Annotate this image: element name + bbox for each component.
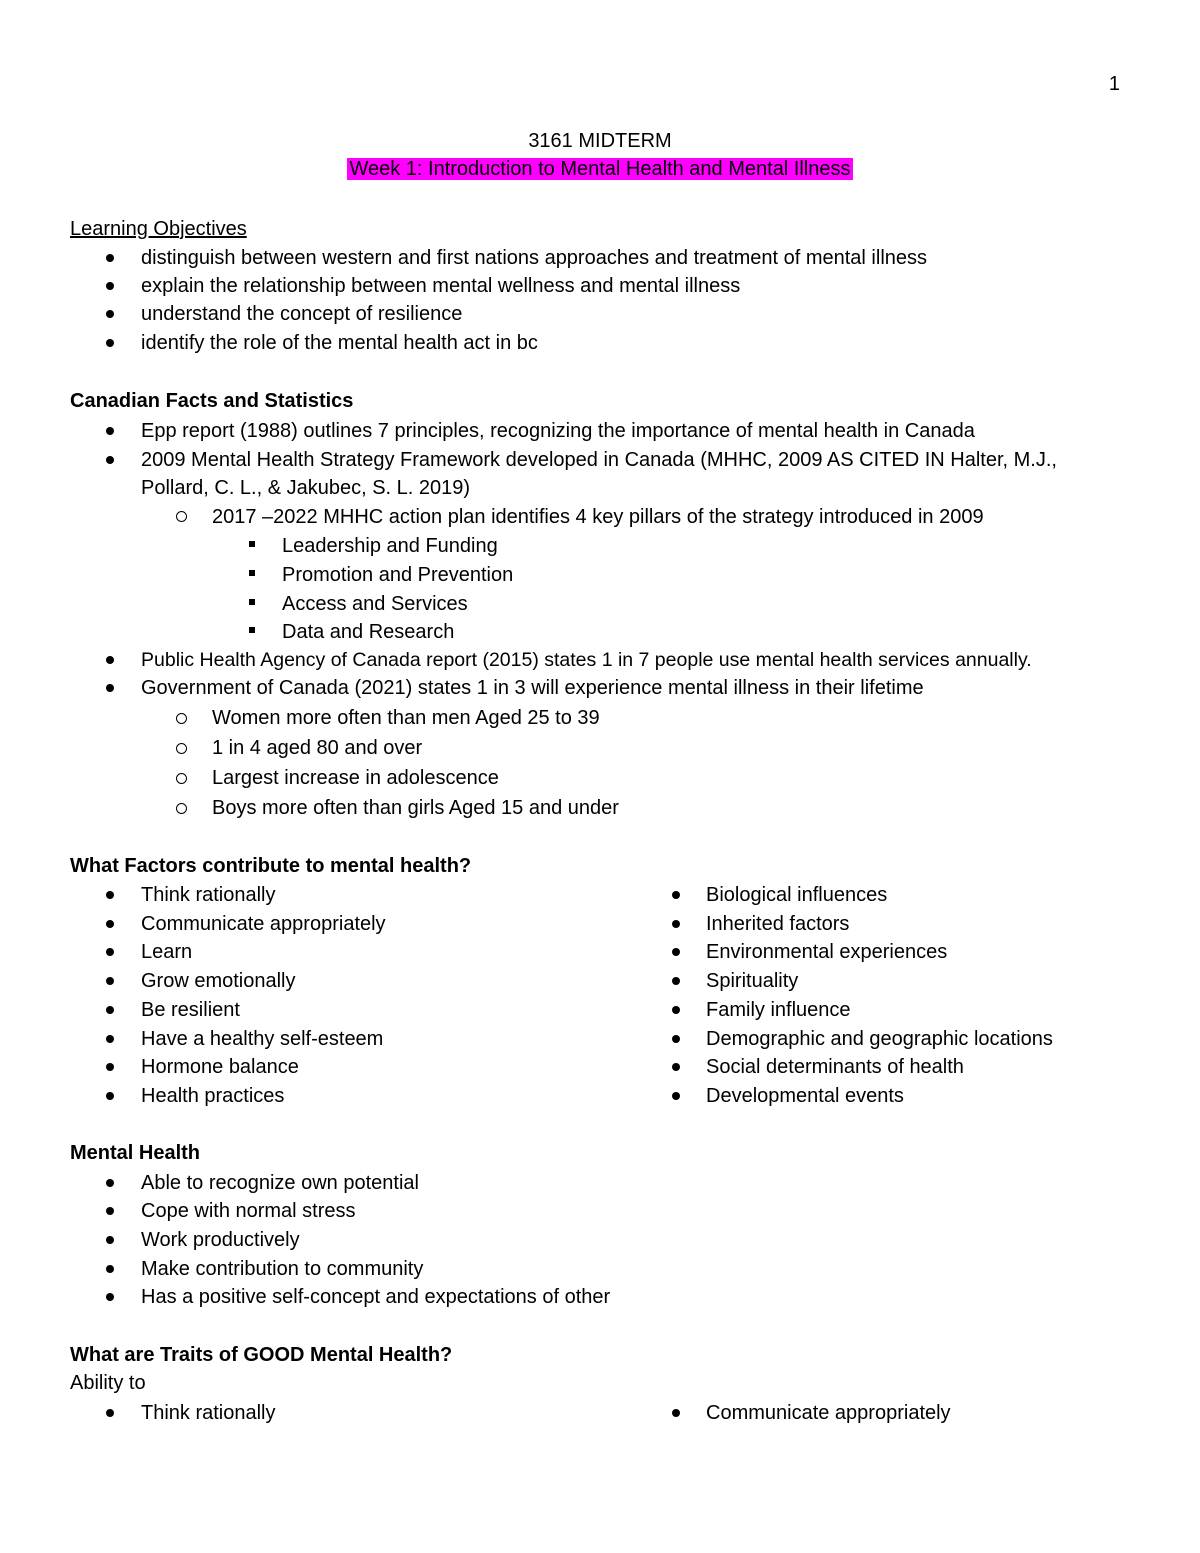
bullet-icon — [106, 339, 114, 347]
bullet-icon — [106, 1006, 114, 1014]
list-item: Learn — [141, 941, 193, 963]
list-item: Boys more often than girls Aged 15 and under — [212, 797, 619, 819]
list-item: understand the concept of resilience — [141, 303, 463, 325]
list-item: Have a healthy self-esteem — [141, 1028, 384, 1050]
bullet-icon — [672, 977, 680, 985]
list-item: Leadership and Funding — [282, 535, 498, 557]
list-item-continuation: Pollard, C. L., & Jakubec, S. L. 2019) — [141, 477, 471, 499]
mental-health-heading: Mental Health — [70, 1142, 201, 1164]
bullet-icon — [106, 427, 114, 435]
bullet-icon — [106, 310, 114, 318]
list-item: Data and Research — [282, 621, 455, 643]
traits-intro: Ability to — [70, 1372, 146, 1394]
list-item: Environmental experiences — [706, 941, 948, 963]
bullet-icon — [106, 977, 114, 985]
list-item: Promotion and Prevention — [282, 564, 514, 586]
bullet-icon — [672, 948, 680, 956]
bullet-icon — [106, 1179, 114, 1187]
bullet-icon — [106, 456, 114, 464]
square-bullet-icon — [249, 627, 255, 633]
list-item: 2009 Mental Health Strategy Framework developed in Canada (MHHC, 2009 AS CITED IN Halter, M.J., — [141, 449, 1057, 471]
bullet-icon — [106, 948, 114, 956]
bullet-icon — [106, 1063, 114, 1071]
bullet-icon — [106, 1236, 114, 1244]
bullet-icon — [106, 1035, 114, 1043]
square-bullet-icon — [249, 541, 255, 547]
bullet-icon — [672, 1006, 680, 1014]
bullet-icon — [106, 1207, 114, 1215]
bullet-icon — [106, 1092, 114, 1100]
list-item: Epp report (1988) outlines 7 principles, recognizing the importance of mental health in Canada — [141, 420, 975, 442]
list-item: 1 in 4 aged 80 and over — [212, 737, 423, 759]
list-item: Be resilient — [141, 999, 240, 1021]
circle-bullet-icon — [176, 511, 187, 522]
list-item: Has a positive self-concept and expectations of other — [141, 1286, 611, 1308]
bullet-icon — [106, 1409, 114, 1417]
list-item: Think rationally — [141, 884, 276, 906]
list-item: Biological influences — [706, 884, 888, 906]
list-item: Demographic and geographic locations — [706, 1028, 1053, 1050]
bullet-icon — [672, 920, 680, 928]
list-item: Government of Canada (2021) states 1 in 3 will experience mental illness in their lifetime — [141, 677, 924, 699]
bullet-icon — [672, 1035, 680, 1043]
list-item: Grow emotionally — [141, 970, 296, 992]
page-number: 1 — [1108, 73, 1120, 95]
list-item: Women more often than men Aged 25 to 39 — [212, 707, 600, 729]
circle-bullet-icon — [176, 743, 187, 754]
list-item: Family influence — [706, 999, 851, 1021]
bullet-icon — [106, 282, 114, 290]
traits-heading: What are Traits of GOOD Mental Health? — [70, 1344, 453, 1366]
week-title: Week 1: Introduction to Mental Health and Mental Illness — [349, 158, 851, 180]
bullet-icon — [106, 1265, 114, 1273]
list-item: Largest increase in adolescence — [212, 767, 499, 789]
bullet-icon — [106, 920, 114, 928]
list-item: Public Health Agency of Canada report (2015) states 1 in 7 people use mental health services annually. — [141, 649, 1032, 671]
circle-bullet-icon — [176, 803, 187, 814]
list-item: Spirituality — [706, 970, 799, 992]
list-item: identify the role of the mental health act in bc — [141, 332, 538, 354]
circle-bullet-icon — [176, 773, 187, 784]
bullet-icon — [106, 254, 114, 262]
list-item: 2017 –2022 MHHC action plan identifies 4 key pillars of the strategy introduced in 2009 — [212, 506, 984, 528]
learning-objectives-heading: Learning Objectives — [70, 218, 247, 240]
list-item: Able to recognize own potential — [141, 1172, 419, 1194]
canadian-facts-heading: Canadian Facts and Statistics — [70, 390, 354, 412]
bullet-icon — [672, 1063, 680, 1071]
document-title: 3161 MIDTERM — [528, 130, 672, 152]
list-item: Developmental events — [706, 1085, 904, 1107]
list-item: Communicate appropriately — [141, 913, 386, 935]
list-item: Access and Services — [282, 593, 468, 615]
square-bullet-icon — [249, 570, 255, 576]
list-item: Hormone balance — [141, 1056, 299, 1078]
bullet-icon — [106, 656, 114, 664]
list-item: Cope with normal stress — [141, 1200, 356, 1222]
week-title-row — [0, 158, 1200, 181]
bullet-icon — [672, 1092, 680, 1100]
bullet-icon — [672, 891, 680, 899]
list-item: Think rationally — [141, 1402, 276, 1424]
bullet-icon — [106, 684, 114, 692]
factors-heading: What Factors contribute to mental health? — [70, 855, 472, 877]
bullet-icon — [106, 891, 114, 899]
list-item: Make contribution to community — [141, 1258, 424, 1280]
list-item: explain the relationship between mental wellness and mental illness — [141, 275, 741, 297]
bullet-icon — [672, 1409, 680, 1417]
list-item: Work productively — [141, 1229, 300, 1251]
list-item: Communicate appropriately — [706, 1402, 951, 1424]
list-item: Social determinants of health — [706, 1056, 964, 1078]
list-item: distinguish between western and first nations approaches and treatment of mental illness — [141, 247, 928, 269]
list-item: Inherited factors — [706, 913, 850, 935]
list-item: Health practices — [141, 1085, 285, 1107]
square-bullet-icon — [249, 599, 255, 605]
bullet-icon — [106, 1293, 114, 1301]
circle-bullet-icon — [176, 713, 187, 724]
